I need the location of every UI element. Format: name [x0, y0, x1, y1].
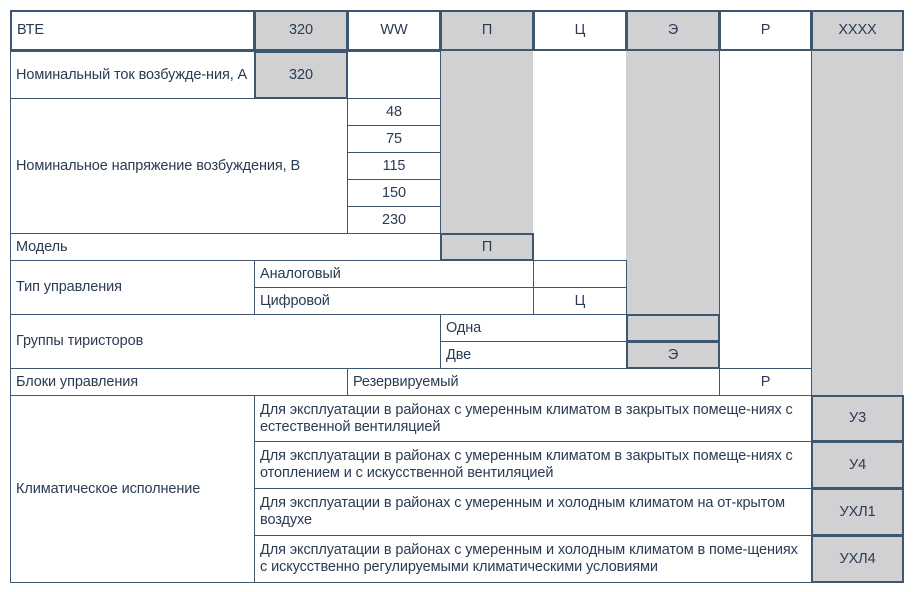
control-type-label: Тип управления — [10, 260, 255, 315]
header-code-units: Р — [719, 10, 812, 51]
current-empty-cell — [347, 51, 441, 99]
units-column-spacer — [719, 51, 812, 369]
climate-column-fill — [811, 51, 903, 395]
thyristor-code: Э — [626, 341, 720, 369]
thyristor-option-one: Одна — [440, 314, 627, 342]
climate-code-u4: У4 — [811, 441, 904, 489]
control-units-label: Блоки управления — [10, 368, 348, 396]
climate-option-u4: Для эксплуатации в районах с умеренным климатом в закрытых помеще-ниях с отоплением и с искусственной вентиляцией — [254, 441, 812, 489]
climate-option-u3: Для эксплуатации в районах с умеренным климатом в закрытых помеще-ниях с естественной вентиляцией — [254, 395, 812, 442]
header-code-voltage: WW — [347, 10, 441, 51]
thyristor-one-gray — [626, 314, 720, 342]
thyristor-option-two: Две — [440, 341, 627, 369]
voltage-option-115: 115 — [347, 152, 441, 180]
model-label: Модель — [10, 233, 441, 261]
voltage-column-fill — [440, 51, 533, 233]
thyristor-groups-label: Группы тиристоров — [10, 314, 441, 369]
climate-code-u3: У3 — [811, 395, 904, 442]
control-units-code: Р — [719, 368, 812, 396]
current-label: Номинальный ток возбужде-ния, А — [10, 51, 255, 99]
control-type-option-digital: Цифровой — [254, 287, 534, 315]
control-units-option: Резервируемый — [347, 368, 720, 396]
climate-option-uhl1: Для эксплуатации в районах с умеренным и холодным климатом на от-крытом воздухе — [254, 488, 812, 536]
model-value: П — [440, 233, 534, 261]
climate-code-uhl4: УХЛ4 — [811, 535, 904, 583]
climate-label: Климатическое исполнение — [10, 395, 255, 583]
header-code-control: Ц — [533, 10, 627, 51]
header-code-current: 320 — [254, 10, 348, 51]
header-code-thyristor: Э — [626, 10, 720, 51]
climate-option-uhl4: Для эксплуатации в районах с умеренным и холодным климатом в поме-щениях с искусственно регулируемыми климатическими условиями — [254, 535, 812, 583]
voltage-option-230: 230 — [347, 206, 441, 234]
control-type-code: Ц — [533, 287, 627, 315]
voltage-option-75: 75 — [347, 125, 441, 153]
header-code-model: П — [440, 10, 534, 51]
voltage-label: Номинальное напряжение возбуждения, В — [10, 98, 348, 234]
header-code-climate: ХХХХ — [811, 10, 904, 51]
voltage-option-150: 150 — [347, 179, 441, 207]
voltage-option-48: 48 — [347, 98, 441, 126]
header-title: ВТЕ — [10, 10, 255, 51]
control-type-analog-empty — [533, 260, 627, 288]
climate-code-uhl1: УХЛ1 — [811, 488, 904, 536]
current-value: 320 — [254, 51, 348, 99]
control-type-option-analog: Аналоговый — [254, 260, 534, 288]
control-type-column-fill — [626, 51, 719, 315]
